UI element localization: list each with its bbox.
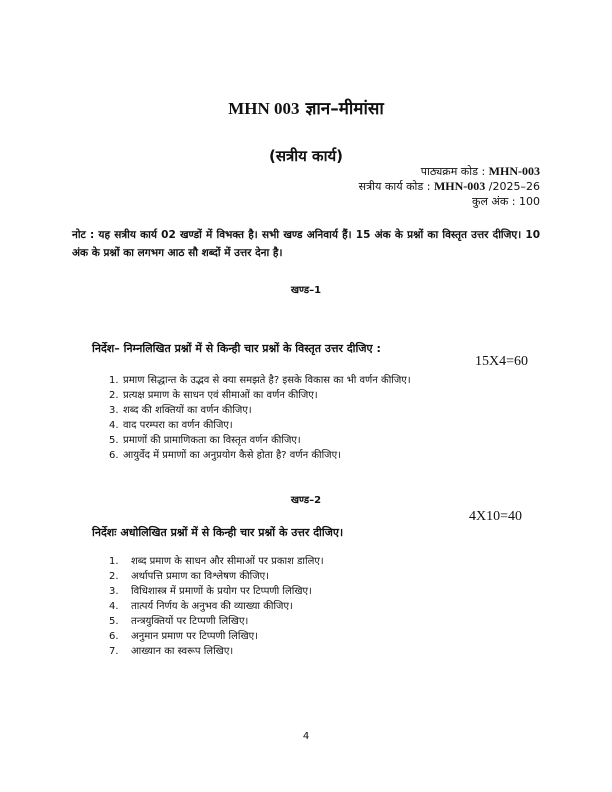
question-item xyxy=(109,373,411,388)
question-item xyxy=(109,599,324,614)
question-text: अर्थापत्ति प्रमाण का विश्लेषण कीजिए। xyxy=(131,571,269,582)
question-item xyxy=(109,418,411,433)
assignment-code-line xyxy=(359,179,540,194)
question-text: तात्पर्य निर्णय के अनुभव की व्याख्या कीजिए। xyxy=(131,601,293,612)
question-item xyxy=(109,388,411,403)
question-text: शब्द की शक्तियों का वर्णन कीजिए। xyxy=(123,405,252,416)
section-1-instruction: निर्देश– निम्नलिखित प्रश्नों में से किन्ही चार प्रश्नों के विस्तृत उत्तर दीजिए : xyxy=(92,342,381,355)
course-code-line xyxy=(421,164,540,179)
question-number: 6. xyxy=(109,631,119,642)
question-item xyxy=(109,569,324,584)
question-number: 4. xyxy=(109,601,119,612)
question-item xyxy=(109,614,324,629)
note-paragraph: नोट : यह सत्रीय कार्य 02 खण्डों में विभक्त है। सभी खण्ड अनिवार्य हैं। 15 अंक के प्रश्नों का विस्तृत उत्तर दीजिए। 10 अंक के प्रश्नों का लगभग आठ सौ शब्दों में उत्तर देना है। xyxy=(72,229,540,259)
question-text: तन्त्रयुक्तियों पर टिप्पणी लिखिए। xyxy=(131,616,249,627)
section-1-question-list xyxy=(109,373,411,463)
question-item xyxy=(109,403,411,418)
course-code-value: MHN-003 xyxy=(488,164,540,178)
question-number: 7. xyxy=(109,646,119,657)
assignment-code-value: MHN-003 xyxy=(433,179,486,193)
question-item xyxy=(109,644,324,659)
section-1-heading: खण्ड–1 xyxy=(290,285,322,296)
question-text: आख्यान का स्वरूप लिखिए। xyxy=(131,646,234,657)
document-title xyxy=(0,96,612,119)
document-subtitle: (सत्रीय कार्य) xyxy=(268,147,344,165)
question-number: 1. xyxy=(109,375,119,386)
question-number: 2. xyxy=(109,571,119,582)
question-text: अनुमान प्रमाण पर टिप्पणी लिखिए। xyxy=(131,631,258,642)
question-item xyxy=(109,433,411,448)
course-title: ज्ञान–मीमांसा xyxy=(305,99,384,119)
question-number: 5. xyxy=(109,616,119,627)
question-number: 6. xyxy=(109,450,119,461)
question-item xyxy=(109,584,324,599)
total-marks-label: कुल अंक : xyxy=(472,195,516,208)
page-number: 4 xyxy=(302,731,310,742)
section-2-heading: खण्ड–2 xyxy=(290,495,322,506)
section-2-instruction: निर्देशः अधोलिखित प्रश्नों में से किन्ही चार प्रश्नों के उत्तर दीजिए। xyxy=(92,526,344,539)
section-2-question-list xyxy=(109,554,324,659)
question-text: आयुर्वेद में प्रमाणों का अनुप्रयोग कैसे होता है? वर्णन कीजिए। xyxy=(123,450,341,461)
question-number: 1. xyxy=(109,556,119,567)
question-number: 4. xyxy=(109,420,119,431)
assignment-year: /2025–26 xyxy=(488,180,540,193)
assignment-code-label: सत्रीय कार्य कोड : xyxy=(358,180,431,193)
question-number: 3. xyxy=(109,405,119,416)
question-text: विधिशास्त्र में प्रमाणों के प्रयोग पर टिप्पणी लिखिए। xyxy=(131,586,312,597)
section-1-marks: 15X4=60 xyxy=(474,354,528,369)
question-number: 5. xyxy=(109,435,119,446)
question-number: 3. xyxy=(109,586,119,597)
question-text: प्रत्यक्ष प्रमाण के साधन एवं सीमाओं का वर्णन कीजिए। xyxy=(123,390,318,401)
total-marks-value: 100 xyxy=(519,195,540,208)
question-text: वाद परम्परा का वर्णन कीजिए। xyxy=(123,420,233,431)
question-text: शब्द प्रमाण के साधन और सीमाओं पर प्रकाश डालिए। xyxy=(131,556,324,567)
question-text: प्रमाणों की प्रामाणिकता का विस्तृत वर्णन कीजिए। xyxy=(123,435,301,446)
question-item xyxy=(109,554,324,569)
question-number: 2. xyxy=(109,390,119,401)
total-marks-line xyxy=(472,194,540,209)
question-item xyxy=(109,448,411,463)
course-code-label: पाठ्यक्रम कोड : xyxy=(420,165,486,178)
course-code-title: MHN 003 xyxy=(228,99,300,118)
section-2-marks: 4X10=40 xyxy=(468,509,522,524)
question-text: प्रमाण सिद्धान्त के उद्भव से क्या समझते है? इसके विकास का भी वर्णन कीजिए। xyxy=(123,375,411,386)
question-item xyxy=(109,629,324,644)
